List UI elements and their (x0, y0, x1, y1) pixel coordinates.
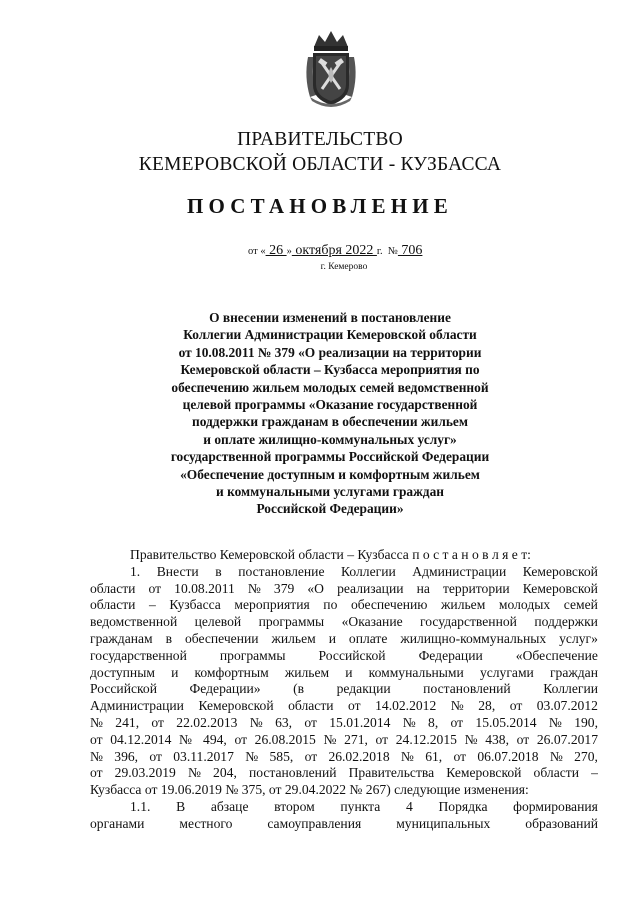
body-word: от (450, 714, 464, 730)
body-word: Федерации» (189, 681, 261, 697)
body-word: 14.02.2012 (375, 698, 437, 714)
body-word: Российской (318, 647, 386, 663)
body-word: постановление (238, 563, 325, 579)
body-word: 63, (275, 714, 293, 730)
body-line (90, 547, 598, 564)
body-word: № (549, 748, 563, 764)
body-word: на (416, 580, 430, 596)
body-word: постановлений (423, 681, 511, 697)
body-word: от (149, 748, 162, 764)
body-word: 24.12.2015 (395, 731, 457, 747)
body-word: № (402, 714, 416, 730)
body-word: № (187, 765, 201, 781)
body-line (90, 698, 598, 715)
document-date-line (248, 243, 422, 259)
body-word: жильем (271, 630, 316, 646)
title-line: целевой программы «Оказание государственной (182, 397, 478, 413)
body-line (90, 782, 598, 799)
body-word: области (288, 698, 334, 714)
body-word: 06.07.2018 (477, 748, 539, 764)
body-word: жилищно-коммунальных (400, 630, 547, 646)
body-line (90, 614, 598, 631)
body-word: коммунальными (368, 664, 464, 680)
document-title (120, 309, 540, 518)
body-word: области (90, 580, 136, 596)
body-word: 379 (273, 580, 295, 596)
body-word: 270, (574, 748, 598, 764)
body-word: обеспечении (184, 630, 259, 646)
government-name-line1: ПРАВИТЕЛЬСТВО (237, 129, 403, 150)
body-word: области (533, 765, 579, 781)
body-word: от (304, 748, 318, 764)
body-word: области (90, 597, 136, 613)
body-word: от (90, 731, 103, 747)
body-line (90, 732, 598, 749)
date-separator: » (286, 246, 292, 257)
body-word: пункта (340, 798, 381, 814)
body-line (90, 581, 598, 598)
body-word: от (90, 765, 103, 781)
body-word: доступным (90, 664, 155, 680)
body-word: 204, (213, 765, 237, 781)
body-word: – (591, 765, 598, 781)
body-word: 396, (114, 748, 139, 764)
body-word: № (450, 698, 464, 714)
body-word: в (215, 563, 222, 579)
body-word: «О (307, 580, 324, 596)
body-line (90, 749, 598, 766)
body-word: – (149, 597, 156, 613)
body-word: Кузбасса от 19.06.2019 № 375, от 29.04.2022 № 267) следующие изменения: (90, 782, 529, 798)
title-line: обеспечению жильем молодых семей ведомственной (171, 379, 489, 395)
body-word: Российской (90, 681, 157, 697)
body-word: программы (258, 614, 325, 630)
body-word: образований (525, 815, 598, 831)
body-word: редакции (336, 681, 391, 697)
body-word: поддержки (534, 614, 598, 630)
body-word: 28, (478, 698, 496, 714)
body-word: программы (219, 647, 286, 663)
body-line (90, 765, 598, 782)
body-word: постановлений (248, 765, 337, 781)
title-line: О внесении изменений в постановление (209, 310, 451, 325)
title-line: и оплате жилищно-коммунальных услуг» (203, 431, 457, 447)
body-word: № (247, 580, 261, 596)
document-number: 706 (397, 243, 423, 258)
body-word: 61, (425, 748, 443, 764)
body-word: формирования (513, 798, 598, 814)
body-word: «Оказание (341, 614, 403, 630)
body-word: территории (442, 580, 510, 596)
body-word: 494, (199, 731, 227, 747)
body-word: 03.07.2012 (536, 698, 598, 714)
body-word: 26.02.2018 (328, 748, 390, 764)
document-city: г. Кемерово (320, 262, 368, 272)
body-word: от (348, 698, 361, 714)
body-word: 03.11.2017 (173, 748, 234, 764)
body-word: 04.12.2014 (110, 731, 172, 747)
body-word: 1.1. (130, 798, 151, 814)
body-word: № (245, 748, 259, 764)
body-word: государственной (90, 647, 187, 663)
body-word: 585, (269, 748, 294, 764)
body-line (90, 681, 598, 698)
body-word: услуг» (559, 630, 598, 646)
body-word: № (464, 731, 478, 747)
body-word: «Обеспечение (515, 647, 598, 663)
body-word: от (375, 731, 389, 747)
date-year-suffix: г. (376, 246, 383, 257)
body-word: 22.02.2013 (176, 714, 238, 730)
body-word: Кемеровской (446, 765, 522, 781)
body-word: целевой (194, 614, 242, 630)
body-word: № (249, 714, 263, 730)
body-word: муниципальных (396, 815, 491, 831)
body-word: государственной (420, 614, 517, 630)
body-line (90, 816, 598, 833)
body-word: № (90, 748, 103, 764)
body-word: ведомственной (90, 614, 178, 630)
title-line: и коммунальными услугами граждан (216, 484, 444, 500)
body-word: 29.03.2019 (114, 765, 176, 781)
body-word: органами (90, 815, 145, 831)
coat-of-arms-emblem (302, 27, 360, 109)
body-word: семей (563, 597, 598, 613)
body-word: 241, (115, 714, 140, 730)
body-word: Внести (156, 563, 199, 579)
body-word: 26.07.2017 (536, 731, 598, 747)
body-word: Правительство Кемеровской области – Кузбасса п о с т а н о в л я е т: (130, 547, 531, 562)
body-word: Правительства (348, 765, 435, 781)
body-word: 15.05.2014 (475, 714, 537, 730)
body-word: от (148, 580, 162, 596)
body-word: № (323, 731, 337, 747)
body-word: мероприятия (234, 597, 310, 613)
body-word: и (328, 630, 336, 646)
body-word: комфортным (194, 664, 269, 680)
date-day: 26 (265, 243, 287, 258)
body-word: реализации (337, 580, 404, 596)
body-line (90, 631, 598, 648)
body-word: 1. (130, 563, 141, 579)
body-word: 4 (406, 798, 413, 814)
body-word: граждан (549, 664, 598, 680)
body-word: местного (179, 815, 233, 831)
date-from-label: от « (248, 246, 266, 257)
body-word: от (453, 748, 467, 764)
body-word: Порядка (438, 798, 488, 814)
body-word: от (234, 731, 248, 747)
body-word: Кемеровской (198, 698, 274, 714)
body-word: № (90, 714, 103, 730)
body-word: Кемеровской (522, 580, 598, 596)
body-word: (в (293, 681, 305, 697)
body-word: по (323, 597, 338, 613)
body-word: 15.01.2014 (329, 714, 391, 730)
body-word: обеспечению (350, 597, 428, 613)
title-line: «Обеспечение доступным и комфортным жильем (180, 466, 480, 482)
title-line: государственной программы Российской Федерации (170, 449, 490, 465)
body-word: самоуправления (267, 815, 362, 831)
body-line (90, 597, 598, 614)
body-word: 438, (485, 731, 509, 747)
title-line: Коллегии Администрации Кемеровской области (183, 327, 477, 343)
document-body (90, 547, 598, 833)
title-line: от 10.08.2011 № 379 «О реализации на территории (178, 344, 482, 360)
body-word: № (400, 748, 414, 764)
body-line (90, 665, 598, 682)
body-word: жильем (441, 597, 486, 613)
body-word: 271, (344, 731, 368, 747)
body-word: услугами (479, 664, 534, 680)
body-word: и (171, 664, 179, 680)
body-line (90, 715, 598, 732)
body-word: жильем (284, 664, 330, 680)
number-label: № (387, 246, 398, 257)
body-word: Федерации (418, 647, 483, 663)
body-word: Администрации (412, 563, 507, 579)
body-word: абзаце (210, 798, 249, 814)
body-word: 10.08.2011 (174, 580, 235, 596)
body-word: молодых (498, 597, 551, 613)
body-word: втором (274, 798, 315, 814)
body-word: Коллегии (543, 681, 598, 697)
title-line: Российской Федерации» (256, 501, 404, 517)
body-word: гражданам (90, 630, 153, 646)
body-word: 8, (428, 714, 439, 730)
body-word: в (165, 630, 173, 646)
government-name-line2: КЕМЕРОВСКОЙ ОБЛАСТИ - КУЗБАССА (138, 154, 502, 175)
title-line: поддержки гражданам в обеспечении жильем (192, 414, 468, 430)
body-word: от (516, 731, 530, 747)
body-word: В (176, 798, 186, 814)
title-line: Кемеровской области – Кузбасса мероприятия по (180, 362, 480, 378)
body-word: № (179, 731, 192, 747)
body-word: Администрации (90, 698, 184, 714)
body-line (90, 799, 598, 816)
body-word: от (509, 698, 523, 714)
body-word: 26.08.2015 (254, 731, 316, 747)
body-word: Кузбасса (169, 597, 221, 613)
document-type-heading: ПОСТАНОВЛЕНИЕ (186, 194, 454, 218)
body-word: 190, (574, 714, 598, 730)
body-word: оплате (348, 630, 388, 646)
date-month-year: октября 2022 (291, 243, 377, 258)
body-word: № (548, 714, 562, 730)
body-word: Коллегии (341, 563, 396, 579)
body-line (90, 564, 598, 581)
body-word: Кемеровской (522, 563, 598, 579)
body-word: и (345, 664, 353, 680)
body-word: от (304, 714, 317, 730)
body-line (90, 648, 598, 665)
body-word: от (151, 714, 164, 730)
